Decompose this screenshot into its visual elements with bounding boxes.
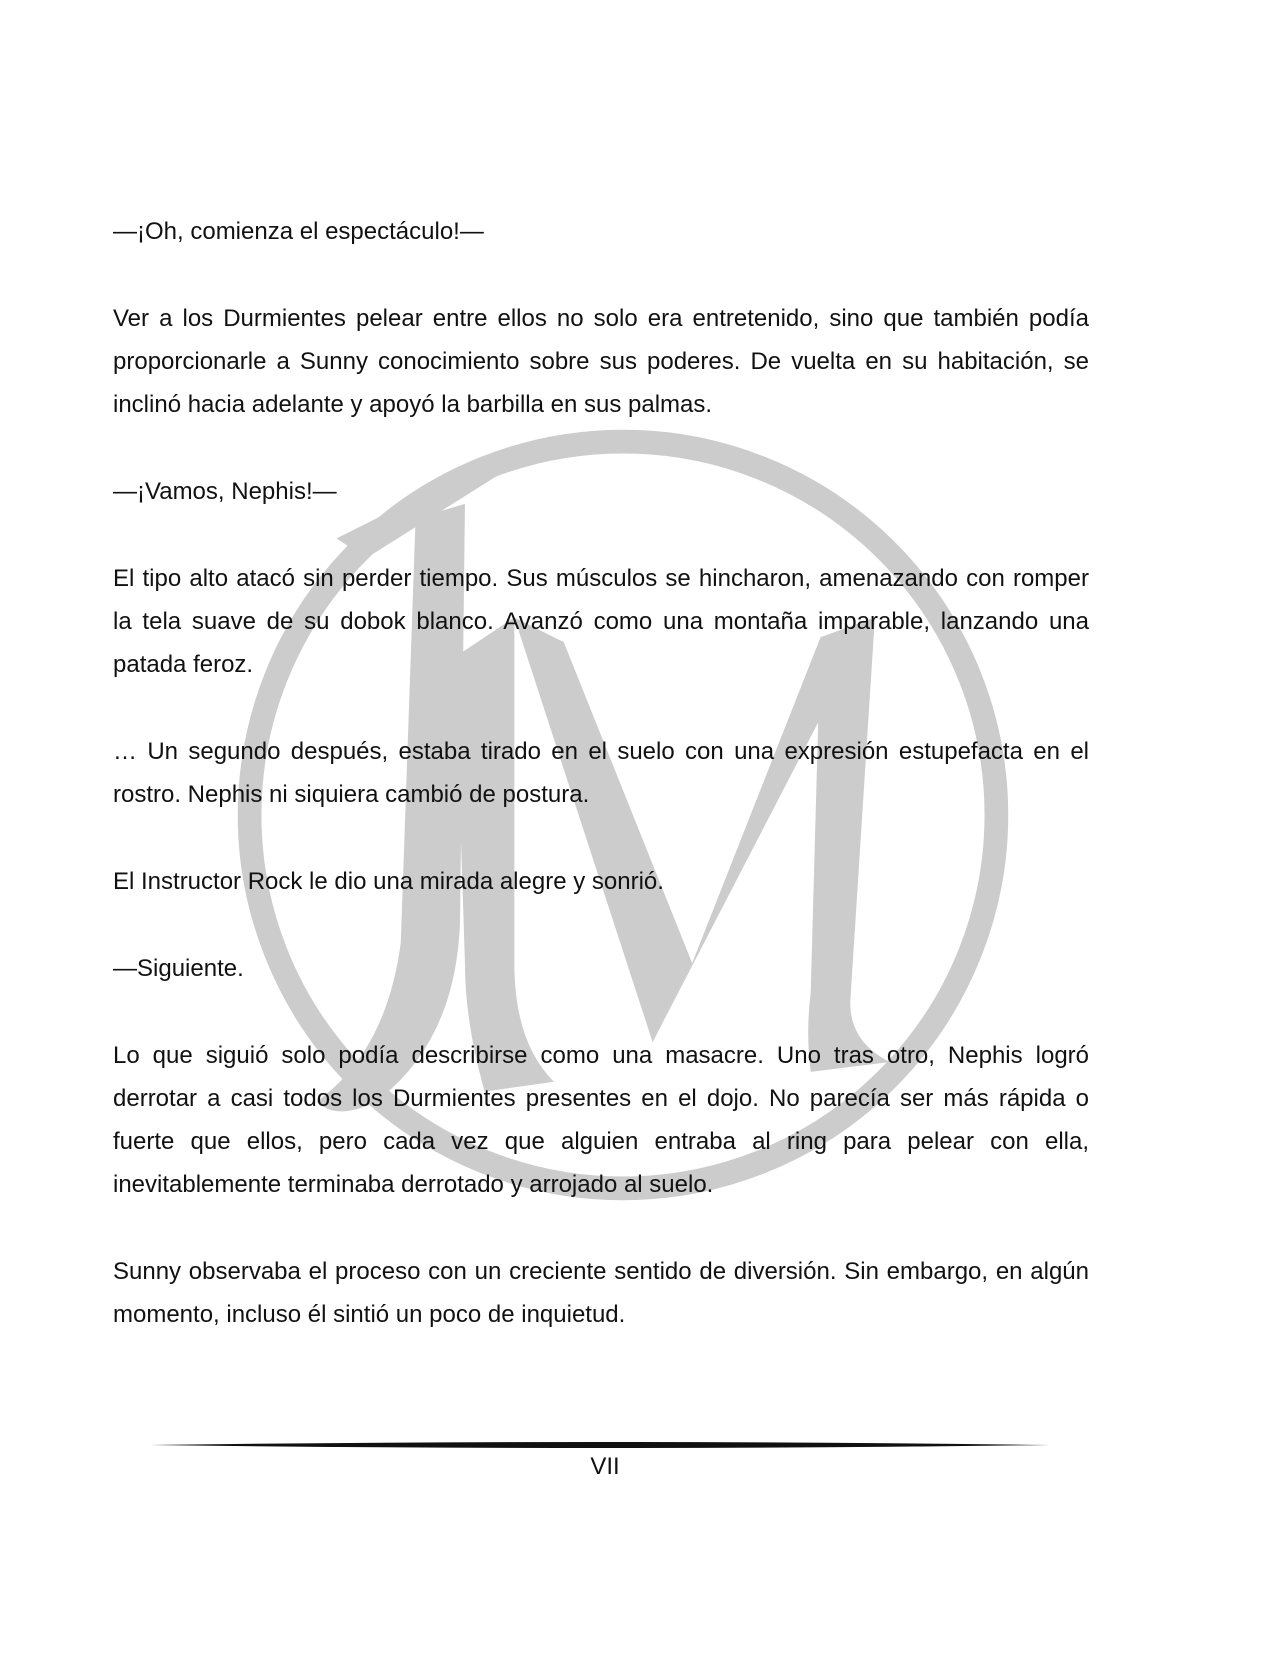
paragraph: —¡Oh, comienza el espectáculo!—: [113, 218, 484, 245]
paragraph: El Instructor Rock le dio una mirada alegre y sonrió.: [113, 868, 664, 895]
page-number: VII: [590, 1453, 620, 1480]
paragraph: El tipo alto atacó sin perder tiempo. Sus músculos se hincharon, amenazando con romper la tela suave de su dobok blanco. Avanzó como una montaña imparable, lanzando una patada feroz.: [113, 565, 1089, 678]
paragraph: —Siguiente.: [113, 955, 244, 982]
document-body: [113, 210, 1089, 1380]
paragraph: … Un segundo después, estaba tirado en el suelo con una expresión estupefacta en el rostro. Nephis ni siquiera cambió de postura.: [113, 738, 1089, 808]
footer-divider: [150, 1440, 1050, 1450]
paragraph: Sunny observaba el proceso con un creciente sentido de diversión. Sin embargo, en algún momento, incluso él sintió un poco de inquietud.: [113, 1258, 1089, 1328]
paragraph: —¡Vamos, Nephis!—: [113, 478, 337, 505]
paragraph: Lo que siguió solo podía describirse como una masacre. Uno tras otro, Nephis logró derrotar a casi todos los Durmientes presentes en el dojo. No parecía ser más rápida o fuerte que ellos, pero cada vez que alguien entraba al ring para pelear con ella, inevitablemente terminaba derrotado y arrojado al suelo.: [113, 1042, 1089, 1198]
paragraph: Ver a los Durmientes pelear entre ellos no solo era entretenido, sino que también podía proporcionarle a Sunny conocimiento sobre sus poderes. De vuelta en su habitación, se inclinó hacia adelante y apoyó la barbilla en sus palmas.: [113, 305, 1089, 418]
